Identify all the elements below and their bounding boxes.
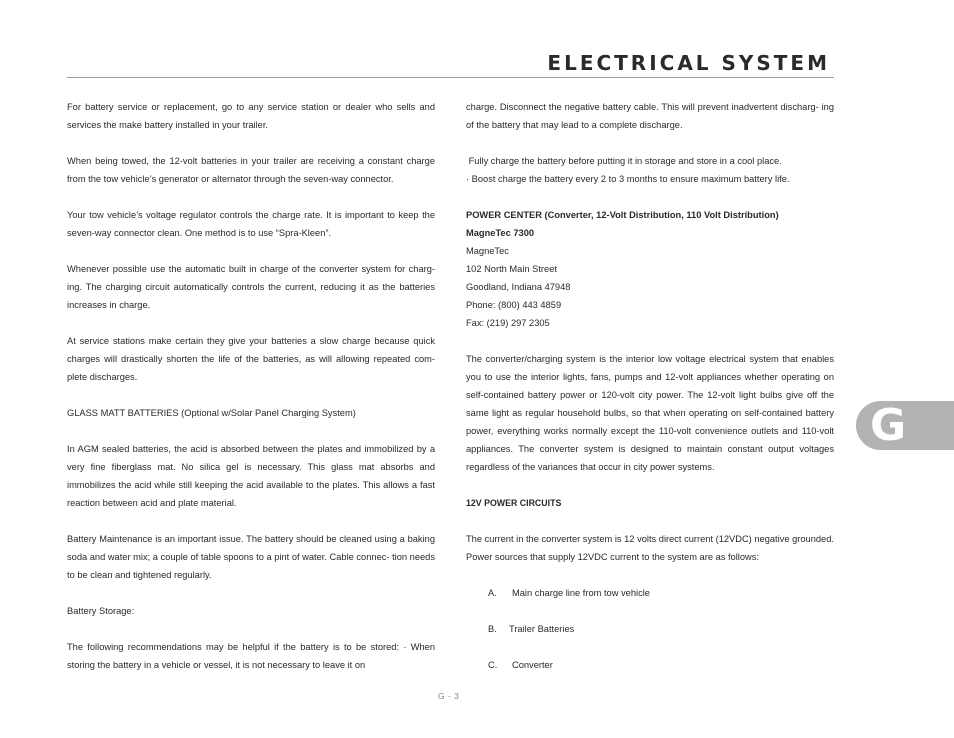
glass-matt-heading: GLASS MATT BATTERIES (Optional w/Solar Panel Charging System) xyxy=(67,408,356,418)
battery-storage-heading: Battery Storage: xyxy=(67,606,135,616)
right-column xyxy=(466,98,834,674)
left-column xyxy=(67,98,435,674)
header-divider xyxy=(67,77,834,78)
paragraph-disconnect-cable: charge. Disconnect the negative battery cable. This will prevent inadvertent discharg- ing of the battery that may lead to a complete discharge. xyxy=(466,102,834,130)
paragraph-agm: In AGM sealed batteries, the acid is absorbed between the plates and immobilized by a very fine fiberglass mat. No silica gel is necessary. This glass mat absorbs and immobilizes the acid while still keeping the acid available to the plates. This allows a fast reaction between acid and plate material. xyxy=(67,444,435,508)
section-tab-letter: G xyxy=(870,400,907,451)
paragraph-storage-tips: Fully charge the battery before putting it in storage and store in a cool place. · Boost charge the battery every 2 to 3 months to ensure maximum battery life. xyxy=(466,156,790,184)
paragraph-voltage-regulator: Your tow vehicle’s voltage regulator controls the charge rate. It is important to keep the seven-way connector clean. One method is to use “Spra-Kleen”. xyxy=(67,210,435,238)
paragraph-battery-maintenance: Battery Maintenance is an important issue. The battery should be cleaned using a baking soda and water mix; a couple of table spoons to a pint of water. Cable connec- tion needs to be clean and tightened regularly. xyxy=(67,534,435,580)
list-item: C. Converter xyxy=(488,660,553,670)
list-item: B. Trailer Batteries xyxy=(488,624,575,634)
power-center-heading: POWER CENTER (Converter, 12-Volt Distribution, 110 Volt Distribution) xyxy=(466,210,779,220)
paragraph-service-stations: At service stations make certain they give your batteries a slow charge because quick charges will drastically shorten the life of the batteries, as will allowing repeated com- plete discharges. xyxy=(67,336,435,382)
paragraph-battery-service: For battery service or replacement, go to any service station or dealer who sells and services the make battery installed in your trailer. xyxy=(67,102,435,130)
paragraph-converter-system: The converter/charging system is the interior low voltage electrical system that enables you to use the interior lights, fans, pumps and 12-volt appliances whether operating on self-contained battery power or 120-volt city power. The 12-volt light bulbs give off the same light as regular household bulbs, so that when operating on self-contained battery power, everything works normally except the 110-volt convenience outlets and 110-volt appliances. The converter system is designed to maintain constant output voltages regardless of the variances that occur in city power systems. xyxy=(466,354,835,472)
paragraph-current: The current in the converter system is 12 volts direct current (12VDC) negative grounded. Power sources that supply 12VDC current to the system are as follows: xyxy=(466,534,834,562)
manufacturer-address: MagneTec 102 North Main Street Goodland, Indiana 47948 Phone: (800) 443 4859 Fax: (219) 297 2305 xyxy=(466,246,571,328)
model-name: MagneTec 7300 xyxy=(466,228,535,238)
list-item: A. Main charge line from tow vehicle xyxy=(488,588,650,598)
page-number: G - 3 xyxy=(438,691,460,701)
circuits-heading: 12V POWER CIRCUITS xyxy=(466,498,562,508)
paragraph-storage-recommendations: The following recommendations may be helpful if the battery is to be stored: · When storing the battery in a vehicle or vessel, it is not necessary to leave it on xyxy=(67,642,436,670)
section-tab xyxy=(856,401,954,450)
paragraph-automatic-charge: Whenever possible use the automatic built in charge of the converter system for charg- ing. The charging circuit automatically controls the current, reducing it as the batteries increases in charge. xyxy=(67,264,435,310)
paragraph-towing-charge: When being towed, the 12-volt batteries in your trailer are receiving a constant charge from the tow vehicle’s generator or alternator through the seven-way connector. xyxy=(67,156,435,184)
section-title: ELECTRICAL SYSTEM xyxy=(547,51,830,75)
